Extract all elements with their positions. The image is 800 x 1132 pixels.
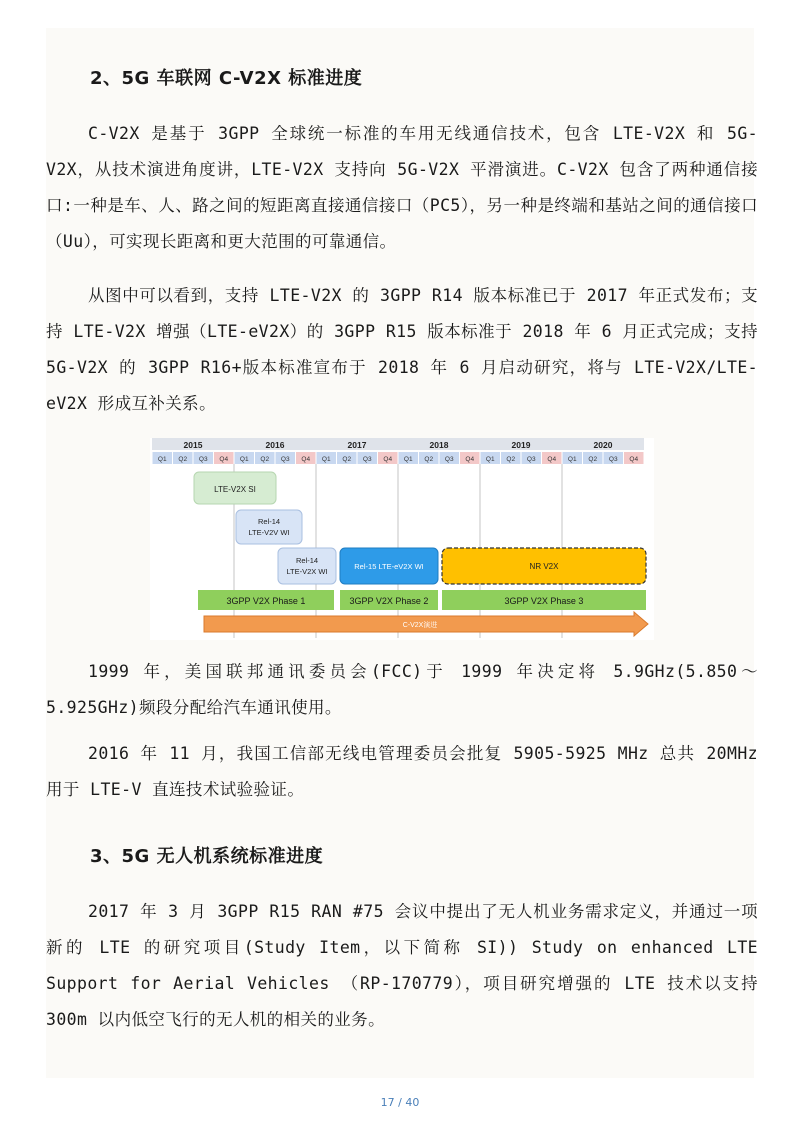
- quarter-label: Q4: [629, 456, 639, 463]
- year-label: 2018: [429, 440, 449, 450]
- quarter-label: Q4: [219, 456, 229, 463]
- year-label: 2017: [347, 440, 367, 450]
- quarter-label: Q3: [280, 456, 290, 463]
- rel14-v2v-label-2: LTE-V2V WI: [248, 528, 290, 537]
- paragraph-cv2x-intro: C-V2X 是基于 3GPP 全球统一标准的车用无线通信技术，包含 LTE-V2X 和 5G-V2X，从技术演进角度讲，LTE-V2X 支持向 5G-V2X 平滑演进。C-V2X 包含了两种通信接口:一种是车、人、路之间的短距离直接通信接口（PC5），另一种是终端和基站之间的通信接口（Uu），可实现长距离和更大范围的可靠通信。: [46, 124, 758, 251]
- rel14-v2x-box: [278, 548, 336, 584]
- quarter-label: Q3: [608, 456, 618, 463]
- rel14-v2x-label-1: Rel-14: [295, 556, 319, 565]
- year-label: 2016: [265, 440, 285, 450]
- page-indicator: 17 / 40: [380, 1096, 420, 1109]
- rel14-v2v-label-1: Rel-14: [257, 517, 281, 526]
- quarter-label: Q2: [260, 456, 270, 463]
- quarter-label: Q1: [403, 456, 413, 463]
- quarter-label: Q2: [178, 456, 188, 463]
- lte-v2x-si-label: LTE-V2X SI: [214, 485, 256, 494]
- cv2x-evolution-label: C-V2X演进: [402, 622, 438, 629]
- quarter-label: Q3: [198, 456, 208, 463]
- quarter-label: Q1: [157, 456, 167, 463]
- quarter-label: Q1: [485, 456, 495, 463]
- section-heading-uav: 3、5G 无人机系统标准进度: [90, 846, 324, 867]
- quarter-label: Q1: [321, 456, 331, 463]
- paragraph-fcc: 1999 年，美国联邦通讯委员会(FCC)于 1999 年决定将 5.9GHz(5.850～5.925GHz)频段分配给汽车通讯使用。: [46, 662, 758, 717]
- rel15-label: Rel-15 LTE-eV2X WI: [354, 562, 424, 571]
- quarter-label: Q3: [444, 456, 454, 463]
- paragraph-uav: 2017 年 3 月 3GPP R15 RAN #75 会议中提出了无人机业务需求定义，并通过一项新的 LTE 的研究项目(Study Item，以下简称 SI)) Study on enhanced LTE Support for Aerial Vehicles （RP-170779），项目研究增强的 LTE 技术以支持 300m 以内低空飞行的无人机的相关的业务。: [46, 902, 758, 1029]
- rel14-v2x-label-2: LTE-V2X WI: [286, 567, 328, 576]
- year-label: 2020: [593, 440, 613, 450]
- year-label: 2019: [511, 440, 531, 450]
- paragraph-cv2x-progress: 从图中可以看到，支持 LTE-V2X 的 3GPP R14 版本标准已于 2017 年正式发布；支持 LTE-V2X 增强（LTE-eV2X）的 3GPP R15 版本标准于 2018 年 6 月正式完成；支持 5G-V2X 的 3GPP R16+版本标准宣布于 2018 年 6 月启动研究，将与 LTE-V2X/LTE-eV2X 形成互补关系。: [46, 286, 758, 413]
- quarter-label: Q2: [588, 456, 598, 463]
- quarter-label: Q2: [424, 456, 434, 463]
- rel14-v2v-box: [236, 510, 302, 544]
- quarter-label: Q1: [239, 456, 249, 463]
- quarter-label: Q4: [547, 456, 557, 463]
- phase-3-label: 3GPP V2X Phase 3: [504, 596, 584, 606]
- quarter-label: Q3: [362, 456, 372, 463]
- cv2x-timeline-figure: [150, 438, 654, 640]
- phase-1-label: 3GPP V2X Phase 1: [226, 596, 306, 606]
- quarter-label: Q4: [301, 456, 311, 463]
- quarter-label: Q1: [567, 456, 577, 463]
- quarter-label: Q2: [506, 456, 516, 463]
- section-heading-cv2x: 2、5G 车联网 C-V2X 标准进度: [90, 68, 363, 89]
- quarter-label: Q4: [383, 456, 393, 463]
- quarter-label: Q2: [342, 456, 352, 463]
- phase-2-label: 3GPP V2X Phase 2: [349, 596, 429, 606]
- year-header-row: [152, 438, 644, 450]
- year-label: 2015: [183, 440, 203, 450]
- nr-v2x-label: NR V2X: [529, 562, 559, 571]
- paragraph-miit: 2016 年 11 月，我国工信部无线电管理委员会批复 5905-5925 MHz 总共 20MHz 用于 LTE-V 直连技术试验验证。: [46, 744, 758, 799]
- quarter-label: Q4: [465, 456, 475, 463]
- quarter-label: Q3: [526, 456, 536, 463]
